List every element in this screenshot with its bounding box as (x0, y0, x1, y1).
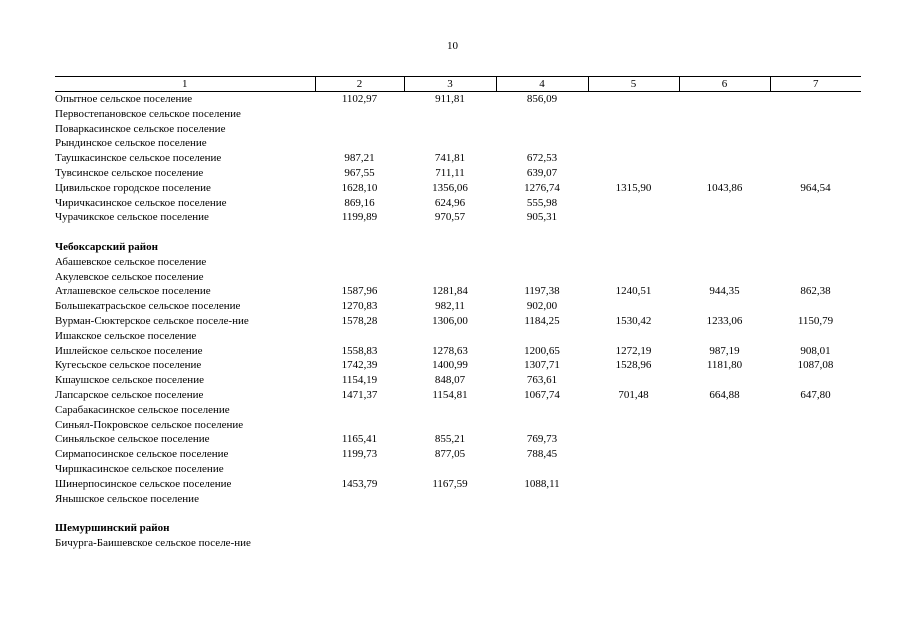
settlement-name: Сарабакасинское сельское поселение (55, 403, 230, 416)
column-header-6: 6 (679, 77, 770, 92)
value-cell-col-4: 769,73 (526, 433, 558, 446)
value-cell-col-6 (679, 166, 770, 181)
value-cell-col-2 (315, 536, 404, 551)
value-cell-col-5 (588, 432, 679, 447)
settlement-name: Бичурга-Баишевское сельское поселе-ние (55, 536, 251, 549)
value-cell-col-6 (679, 462, 770, 477)
value-cell-col-6 (679, 151, 770, 166)
table-row (55, 314, 861, 329)
value-cell-col-6 (679, 210, 770, 225)
value-cell-col-5 (588, 447, 679, 462)
value-cell-col-5 (588, 403, 679, 418)
value-cell-col-5 (588, 270, 679, 285)
settlement-name: Цивильское городское поселение (55, 181, 211, 194)
table-row (55, 107, 861, 122)
value-cell-col-3: 741,81 (434, 152, 466, 165)
value-cell-col-4: 672,53 (526, 152, 558, 165)
value-cell-col-2: 1628,10 (341, 181, 378, 194)
value-cell-col-5 (588, 373, 679, 388)
table-header-row (55, 77, 861, 92)
value-cell-col-4: 1067,74 (524, 388, 560, 401)
table-row (55, 388, 861, 403)
table-row (55, 536, 861, 551)
value-cell-col-5: 1240,51 (615, 285, 652, 298)
table-row (55, 418, 861, 433)
value-cell-col-5 (588, 462, 679, 477)
settlement-name: Сирмапосинское сельское поселение (55, 448, 229, 461)
value-cell-col-5 (588, 536, 679, 551)
table-row (55, 492, 861, 507)
value-cell-col-4 (496, 462, 588, 477)
value-cell-col-7 (770, 92, 861, 107)
settlement-name: Атлашевское сельское поселение (55, 285, 211, 298)
spacer-cell (55, 506, 861, 521)
settlement-name: Чиричкасинское сельское поселение (55, 196, 227, 209)
settlement-name: Синьял-Покровское сельское поселение (55, 418, 244, 431)
value-cell-col-4 (496, 536, 588, 551)
value-cell-col-3: 1281,84 (432, 285, 468, 298)
value-cell-col-6 (679, 107, 770, 122)
district-name: Чебоксарский район (55, 240, 158, 253)
value-cell-col-2: 1199,89 (341, 211, 378, 224)
value-cell-col-4: 639,07 (526, 166, 558, 179)
value-cell-col-6: 1181,80 (706, 359, 743, 372)
settlement-name: Синьяльское сельское поселение (55, 433, 210, 446)
value-cell-col-5 (588, 210, 679, 225)
value-cell-col-3: 1154,81 (432, 388, 468, 401)
value-cell-col-3 (404, 270, 496, 285)
settlement-name: Шинерпосинское сельское поселение (55, 477, 232, 490)
district-heading-row (55, 240, 861, 255)
value-cell-col-7 (770, 418, 861, 433)
value-cell-col-7 (770, 462, 861, 477)
value-cell-col-3 (404, 536, 496, 551)
value-cell-col-3 (404, 492, 496, 507)
settlement-name: Тувсинское сельское поселение (55, 166, 204, 179)
value-cell-col-2: 1558,83 (341, 344, 378, 357)
value-cell-col-5 (588, 329, 679, 344)
value-cell-col-6 (679, 255, 770, 270)
value-cell-col-7 (770, 373, 861, 388)
settlement-name: Рындинское сельское поселение (55, 137, 207, 150)
value-cell-col-5 (588, 107, 679, 122)
value-cell-col-3 (404, 122, 496, 137)
value-cell-col-3: 1356,06 (432, 181, 468, 194)
value-cell-col-7 (770, 329, 861, 344)
table-row (55, 151, 861, 166)
value-cell-col-5 (588, 122, 679, 137)
value-cell-col-2 (315, 270, 404, 285)
value-cell-col-2: 1199,73 (341, 448, 378, 461)
value-cell-col-7 (770, 270, 861, 285)
value-cell-col-3: 877,05 (434, 448, 466, 461)
value-cell-col-3: 970,57 (434, 211, 466, 224)
value-cell-col-5: 1272,19 (615, 344, 652, 357)
value-cell-col-6 (679, 403, 770, 418)
value-cell-col-3 (404, 107, 496, 122)
value-cell-col-4: 763,61 (526, 374, 558, 387)
value-cell-col-3: 1400,99 (432, 359, 468, 372)
value-cell-col-3: 711,11 (435, 166, 465, 179)
settlement-name: Чиршкасинское сельское поселение (55, 462, 224, 475)
settlement-name: Вурман-Сюктерское сельское поселе-ние (55, 314, 249, 327)
page-number: 10 (447, 40, 458, 52)
table-row (55, 136, 861, 151)
value-cell-col-4: 856,09 (526, 93, 558, 105)
value-cell-col-2: 1742,39 (341, 359, 378, 372)
table-row (55, 373, 861, 388)
settlement-name: Янышское сельское поселение (55, 492, 199, 505)
value-cell-col-3: 855,21 (434, 433, 466, 446)
value-cell-col-7 (770, 166, 861, 181)
value-cell-col-3 (404, 462, 496, 477)
table-row (55, 122, 861, 137)
value-cell-col-2 (315, 418, 404, 433)
value-cell-col-7 (770, 196, 861, 211)
value-cell-col-7: 862,38 (800, 285, 831, 298)
value-cell-col-5 (588, 299, 679, 314)
column-header-2: 2 (315, 77, 404, 92)
value-cell-col-2: 1165,41 (341, 433, 378, 446)
value-cell-col-3: 624,96 (434, 196, 466, 209)
value-cell-col-2: 987,21 (344, 152, 375, 165)
value-cell-col-3: 982,11 (435, 300, 465, 313)
value-cell-col-3: 911,81 (435, 93, 465, 105)
value-cell-col-3 (404, 403, 496, 418)
value-cell-col-4 (496, 255, 588, 270)
table-body (55, 92, 861, 551)
value-cell-col-2 (315, 329, 404, 344)
value-cell-col-6 (679, 196, 770, 211)
value-cell-col-2 (315, 107, 404, 122)
value-cell-col-4: 1276,74 (524, 181, 560, 194)
value-cell-col-2 (315, 492, 404, 507)
value-cell-col-2 (315, 255, 404, 270)
value-cell-col-5 (588, 255, 679, 270)
value-cell-col-7 (770, 210, 861, 225)
table-row (55, 284, 861, 299)
value-cell-col-2: 1102,97 (341, 93, 378, 105)
value-cell-col-2: 1471,37 (341, 388, 378, 401)
table-row (55, 210, 861, 225)
value-cell-col-2: 967,55 (344, 166, 375, 179)
spacer-row (55, 225, 861, 240)
value-cell-col-6 (679, 92, 770, 107)
value-cell-col-7 (770, 536, 861, 551)
value-cell-col-7: 1087,08 (797, 359, 834, 372)
settlement-name: Опытное сельское поселение (55, 93, 193, 105)
value-cell-col-7 (770, 492, 861, 507)
table-row (55, 92, 861, 107)
table-row (55, 255, 861, 270)
value-cell-col-2 (315, 136, 404, 151)
table-row (55, 477, 861, 492)
value-cell-col-6 (679, 432, 770, 447)
settlement-name: Чурачикское сельское поселение (55, 211, 209, 224)
value-cell-col-5 (588, 92, 679, 107)
value-cell-col-4: 788,45 (526, 448, 558, 461)
settlement-name: Акулевское сельское поселение (55, 270, 204, 283)
value-cell-col-7 (770, 432, 861, 447)
table-row (55, 181, 861, 196)
value-cell-col-6 (679, 270, 770, 285)
value-cell-col-5: 701,48 (618, 388, 649, 401)
value-cell-col-5: 1315,90 (615, 181, 652, 194)
value-cell-col-7 (770, 477, 861, 492)
table-row (55, 432, 861, 447)
value-cell-col-7 (770, 122, 861, 137)
table-row (55, 270, 861, 285)
value-cell-col-3 (404, 418, 496, 433)
value-cell-col-3: 1278,63 (432, 344, 468, 357)
value-cell-col-7: 647,80 (800, 388, 831, 401)
table-row (55, 329, 861, 344)
value-cell-col-7: 1150,79 (797, 314, 834, 327)
table-row (55, 299, 861, 314)
district-heading-row (55, 521, 861, 536)
value-cell-col-3 (404, 136, 496, 151)
value-cell-col-3: 1167,59 (432, 477, 468, 490)
settlement-name: Ишлейское сельское поселение (55, 344, 203, 357)
settlement-name: Ишакское сельское поселение (55, 329, 197, 342)
value-cell-col-2: 1587,96 (341, 285, 378, 298)
value-cell-col-4: 1307,71 (524, 359, 560, 372)
column-header-7: 7 (770, 77, 861, 92)
value-cell-col-2 (315, 403, 404, 418)
value-cell-col-7 (770, 107, 861, 122)
value-cell-col-2: 1154,19 (341, 374, 378, 387)
value-cell-col-4: 1197,38 (524, 285, 560, 298)
value-cell-col-4 (496, 329, 588, 344)
settlement-name: Лапсарское сельское поселение (55, 388, 204, 401)
value-cell-col-4: 1200,65 (524, 344, 560, 357)
column-header-1: 1 (55, 77, 315, 92)
value-cell-col-4 (496, 270, 588, 285)
value-cell-col-6: 664,88 (709, 388, 740, 401)
value-cell-col-2: 1270,83 (341, 300, 378, 313)
settlement-name: Поваркасинское сельское поселение (55, 122, 226, 135)
value-cell-col-3 (404, 329, 496, 344)
value-cell-col-6: 1233,06 (706, 314, 743, 327)
value-cell-col-7: 964,54 (800, 181, 831, 194)
value-cell-col-5: 1528,96 (615, 359, 652, 372)
value-cell-col-4 (496, 136, 588, 151)
value-cell-col-7 (770, 299, 861, 314)
value-cell-col-4 (496, 122, 588, 137)
value-cell-col-4: 555,98 (526, 196, 558, 209)
settlement-name: Первостепановское сельское поселение (55, 107, 241, 120)
value-cell-col-7 (770, 136, 861, 151)
spacer-cell (55, 225, 861, 240)
value-cell-col-2: 1578,28 (341, 314, 378, 327)
value-cell-col-5 (588, 492, 679, 507)
settlements-table (55, 76, 861, 551)
value-cell-col-6 (679, 492, 770, 507)
value-cell-col-6 (679, 477, 770, 492)
value-cell-col-6: 944,35 (709, 285, 740, 298)
value-cell-col-2 (315, 462, 404, 477)
value-cell-col-2 (315, 122, 404, 137)
value-cell-col-5 (588, 477, 679, 492)
column-header-4: 4 (496, 77, 588, 92)
value-cell-col-3: 1306,00 (432, 314, 468, 327)
value-cell-col-6 (679, 329, 770, 344)
settlement-name: Кугесьское сельское поселение (55, 359, 202, 372)
column-header-5: 5 (588, 77, 679, 92)
value-cell-col-5 (588, 418, 679, 433)
table-row (55, 462, 861, 477)
value-cell-col-5 (588, 136, 679, 151)
value-cell-col-5 (588, 151, 679, 166)
value-cell-col-5 (588, 196, 679, 211)
value-cell-col-5: 1530,42 (615, 314, 652, 327)
value-cell-col-4: 1184,25 (524, 314, 560, 327)
table-row (55, 196, 861, 211)
value-cell-col-6: 1043,86 (706, 181, 743, 194)
value-cell-col-3: 848,07 (434, 374, 466, 387)
value-cell-col-3 (404, 255, 496, 270)
value-cell-col-4: 1088,11 (524, 477, 560, 490)
table-row (55, 403, 861, 418)
value-cell-col-7 (770, 447, 861, 462)
value-cell-col-5 (588, 166, 679, 181)
value-cell-col-6 (679, 418, 770, 433)
value-cell-col-6 (679, 373, 770, 388)
table-row (55, 447, 861, 462)
value-cell-col-7 (770, 255, 861, 270)
value-cell-col-2: 869,16 (344, 196, 375, 209)
value-cell-col-4: 902,00 (526, 300, 558, 313)
spacer-row (55, 506, 861, 521)
value-cell-col-6 (679, 536, 770, 551)
table-row (55, 344, 861, 359)
settlement-name: Абашевское сельское поселение (55, 255, 207, 268)
settlement-name: Большекатрасьское сельское поселение (55, 300, 241, 313)
table-row (55, 166, 861, 181)
value-cell-col-6 (679, 136, 770, 151)
value-cell-col-6: 987,19 (709, 344, 740, 357)
district-name: Шемуршинский район (55, 522, 170, 535)
value-cell-col-6 (679, 447, 770, 462)
value-cell-col-4: 905,31 (526, 211, 558, 224)
value-cell-col-4 (496, 107, 588, 122)
value-cell-col-2: 1453,79 (341, 477, 378, 490)
value-cell-col-7 (770, 151, 861, 166)
settlement-name: Кшаушское сельское поселение (55, 374, 204, 387)
value-cell-col-6 (679, 299, 770, 314)
value-cell-col-4 (496, 492, 588, 507)
table-row (55, 358, 861, 373)
column-header-3: 3 (404, 77, 496, 92)
value-cell-col-6 (679, 122, 770, 137)
settlement-name: Таушкасинское сельское поселение (55, 152, 222, 165)
value-cell-col-4 (496, 418, 588, 433)
value-cell-col-7: 908,01 (800, 344, 831, 357)
value-cell-col-4 (496, 403, 588, 418)
value-cell-col-7 (770, 403, 861, 418)
